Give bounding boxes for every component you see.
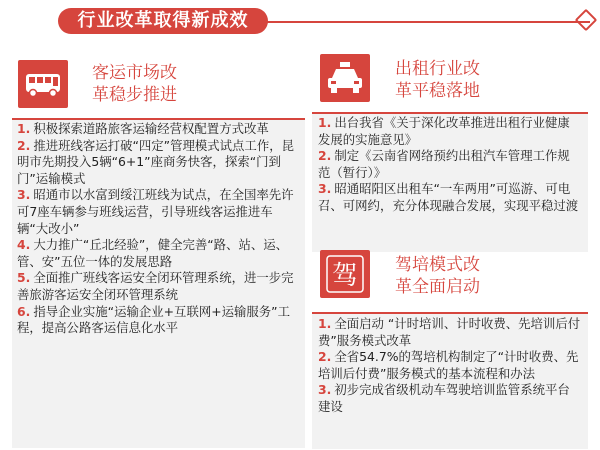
bus-title-line1: 客运市场改 (92, 63, 177, 83)
driving-item-list (318, 316, 582, 416)
taxi-icon (320, 54, 370, 102)
item-text: 大力推广“丘北经验”，健全完善“路、站、运、管、安”五位一体的发展思路 (17, 237, 289, 269)
item-text: 指导企业实施“运输企业+互联网+运输服务”工程，提高公路客运信息化水平 (17, 303, 290, 336)
bus-icon (18, 60, 68, 108)
item-text: 全面推广班线客运安全闭环管理系统，进一步完善旅游客运安全闭环管理系统 (17, 270, 294, 302)
driving-title-line2: 革全面启动 (395, 277, 480, 297)
item-number: 1. (318, 115, 332, 130)
bus-title-line2: 革稳步推进 (92, 85, 177, 105)
item-text: 积极探索道路旅客运输经营权配置方式改革 (33, 121, 269, 136)
list-item (318, 382, 582, 415)
taxi-section-title (395, 58, 480, 102)
list-item (17, 270, 299, 303)
drive-character-icon (320, 250, 370, 298)
item-text: 推进班线客运打破“四定”管理模式试点工作，昆明市先期投入5辆“6+1”座商务快客，探索“门到门”运输模式 (17, 137, 294, 186)
bus-section-title (92, 62, 177, 106)
list-item (17, 138, 299, 188)
driving-section-title (395, 254, 480, 298)
item-number: 6. (17, 303, 31, 319)
bus-item-list (17, 121, 299, 337)
taxi-item-list (318, 115, 582, 215)
item-number: 4. (17, 237, 31, 253)
item-text: 初步完成省级机动车驾驶培训监管系统平台建设 (318, 382, 570, 414)
list-item (318, 115, 582, 148)
list-item (318, 181, 582, 214)
item-number: 5. (17, 270, 31, 286)
item-number: 3. (318, 181, 332, 197)
item-text: 昭通昭阳区出租车“一车两用”可巡游、可电召、可网约，充分体现融合发展，实现平稳过渡 (318, 181, 579, 213)
item-text: 全面启动 “计时培训、计时收费、先培训后付费”服务模式改革 (318, 316, 581, 348)
list-item (17, 237, 299, 270)
driving-title-line1: 驾培模式改 (395, 255, 480, 275)
header (0, 6, 600, 36)
item-text: 昭通市以水富到绥江班线为试点，在全国率先许可7座车辆参与班线运营，引导班线客运推进车辆“大改小” (17, 187, 294, 236)
header-rule (255, 21, 590, 23)
item-text: 制定《云南省网络预约出租汽车管理工作规范（暂行）》 (318, 148, 570, 180)
taxi-title-line2: 革平稳落地 (395, 81, 480, 101)
item-text: 全省54.7%的驾培机构制定了“计时收费、先培训后付费”服务模式的基本流程和办法 (318, 349, 579, 381)
taxi-title-line1: 出租行业改 (395, 59, 480, 79)
item-number: 1. (318, 316, 332, 331)
item-number: 2. (318, 349, 332, 365)
item-number: 2. (17, 137, 31, 153)
item-number: 3. (17, 187, 31, 203)
item-number: 1. (17, 121, 31, 136)
list-item (17, 304, 299, 337)
item-number: 2. (318, 148, 332, 164)
item-text: 出台我省《关于深化改革推进出租行业健康发展的实施意见》 (318, 115, 570, 147)
list-item (318, 316, 582, 349)
list-item (318, 349, 582, 382)
drive-character: 驾 (331, 261, 359, 291)
item-number: 3. (318, 382, 332, 398)
list-item (17, 121, 299, 138)
list-item (17, 187, 299, 237)
diamond-ornament-icon (575, 9, 598, 32)
page-title: 行业改革取得新成效 (58, 8, 268, 34)
list-item (318, 148, 582, 181)
